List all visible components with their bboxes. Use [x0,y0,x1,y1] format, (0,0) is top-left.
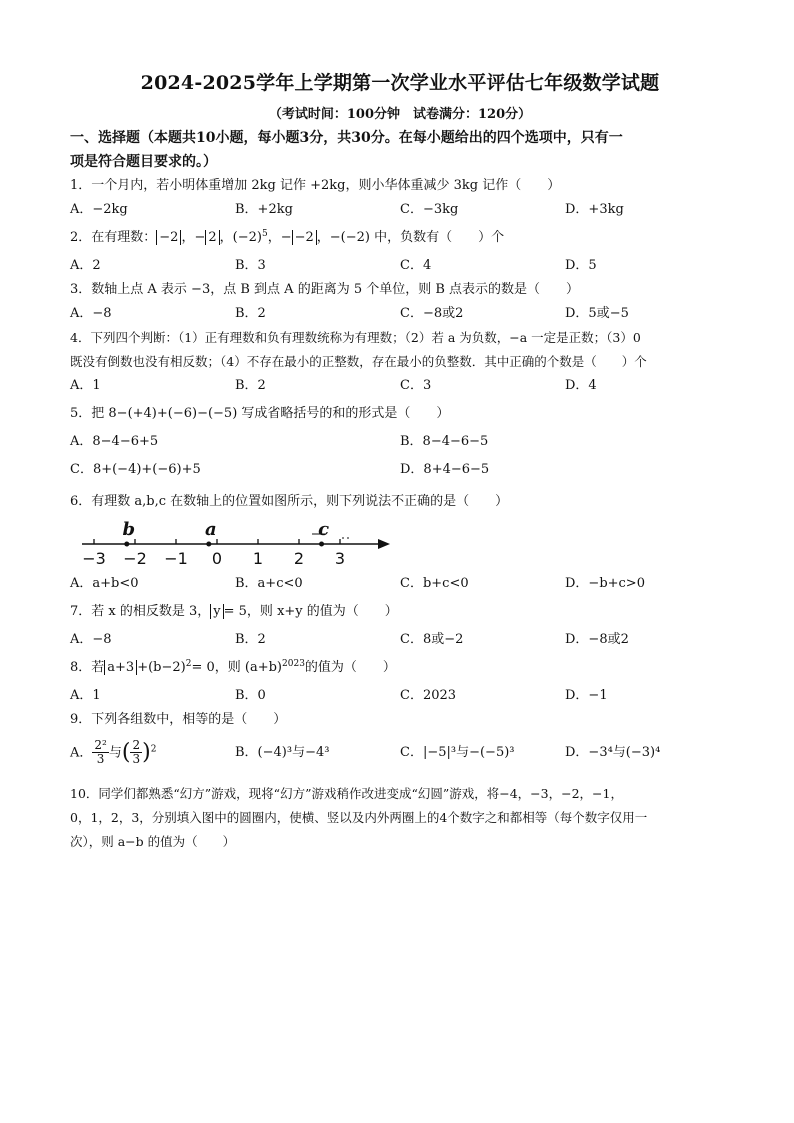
question-8-option-c: C．2023 [400,688,457,703]
question-4-option-b: B．2 [235,378,266,393]
question-1-options [70,198,730,222]
question-4-stem-line1: 4．下列四个判断：（1）正有理数和负有理数统称为有理数；（2）若 a 为负数，−a 一定是正数；（3）0 [70,330,641,345]
question-4-option-d: D．4 [565,378,597,393]
question-2-option-b: B．3 [235,258,266,273]
question-9-stem: 9．下列各组数中，相等的是（ ） [70,712,287,727]
section-heading-line1: 一、选择题（本题共10小题，每小题3分，共30分。在每小题给出的四个选项中，只有一 [70,130,623,146]
question-5-option-b: B．8−4−6−5 [400,434,489,449]
question-3-option-a: A．−8 [70,306,112,321]
question-6-option-c: C．b+c<0 [400,576,469,591]
question-1-option-d: D．+3kg [565,202,624,217]
question-10-stem-line3: 次），则 a−b 的值为（ ） [70,834,236,849]
question-1-option-c: C．−3kg [400,202,459,217]
question-8-option-d: D．−1 [565,688,608,703]
number-line-tick-label: 2 [293,549,305,568]
question-8-stem: 8．若 $a+3 +(b-2)^2= 0$，则 $(a+b)^{2023}$的值为（ ） [70,659,396,675]
question-4-stem-line2: 既没有倒数也没有相反数；（4）不存在最小的正整数，存在最小的负整数．其中正确的个数是（ ）个 [70,354,647,369]
question-3-option-c: C．−8或2 [400,306,464,321]
question-7-option-a: A．−8 [70,632,112,647]
question-3-option-b: B．2 [235,306,266,321]
question-8-option-a: A．1 [70,688,101,703]
question-3-option-d: D．5或−5 [565,306,629,321]
question-8-options [70,684,730,708]
number-line-point [319,542,324,547]
question-9-option-a: A． $\frac{\text{2²}}{3}$ 与( $\frac{2}{3}$ )$^2$ [70,738,157,767]
number-line-point-label: b [122,519,136,540]
question-10-stem-line1: 10．同学们都熟悉“幻方”游戏，现将“幻方”游戏稍作改进变成“幻圆”游戏，将−4，−3，−2，−1， [70,786,623,801]
question-5-option-a: A．8−4−6+5 [70,434,159,449]
question-5-option-c: C．8+(−4)+(−6)+5 [70,462,201,477]
page-title: 2024-2025学年上学期第一次学业水平评估七年级数学试题 [140,72,660,94]
number-line-tick-label: −1 [164,549,188,568]
question-2-option-a: A．2 [70,258,101,273]
question-6-options [70,572,730,596]
exam-page [70,68,730,854]
question-9-option-d: D．−3⁴与(−3)⁴ [565,745,661,760]
question-2-option-c: C．4 [400,258,432,273]
question-9-options [70,732,730,774]
question-2-options [70,254,730,278]
question-2-stem: 2．在有理数： −2 ，− 2 ，$(-2)^5$，− −2 ，−(−2) 中，负数有（ ）个 [70,229,505,245]
section-heading [70,126,730,174]
question-1-option-b: B．+2kg [235,202,293,217]
question-7-option-d: D．−8或2 [565,632,629,647]
question-6-option-a: A．a+b<0 [70,576,139,591]
question-1-stem: 1．一个月内，若小明体重增加 2kg 记作 +2kg，则小华体重减少 3kg 记作（ ） [70,178,561,193]
question-6-option-b: B．a+c<0 [235,576,303,591]
question-6-stem: 6．有理数 a,b,c 在数轴上的位置如图所示，则下列说法不正确的是（ ） [70,494,509,509]
question-7-stem: 7．若 x 的相反数是 3， y = 5，则 x+y 的值为（ ） [70,604,398,619]
question-4-option-a: A．1 [70,378,101,393]
number-line-figure [74,518,394,572]
question-9-option-b: B．(−4)³与−4³ [235,745,330,760]
question-3-stem: 3．数轴上点 A 表示 −3，点 B 到点 A 的距离为 5 个单位，则 B 点表示的数是（ ） [70,282,580,297]
number-line-tick-label: −3 [82,549,106,568]
question-7-option-c: C．8或−2 [400,632,464,647]
question-1-option-a: A．−2kg [70,202,128,217]
number-line-point [206,542,211,547]
question-8-option-b: B．0 [235,688,266,703]
question-7-option-b: B．2 [235,632,266,647]
number-line-point-label: a [204,519,217,540]
question-5-stem: 5．把 8−(+4)+(−6)−(−5) 写成省略括号的和的形式是（ ） [70,406,450,421]
question-5-option-d: D．8+4−6−5 [400,462,490,477]
arrow-icon [378,539,390,549]
question-4-option-c: C．3 [400,378,432,393]
question-5-options-row1 [70,430,730,454]
number-line-point-label: c [318,519,330,540]
number-line-tick-label: 0 [211,549,223,568]
question-7-options [70,628,730,652]
question-4-options [70,374,730,398]
page-subtitle: （考试时间：100分钟 试卷满分：120分） [268,107,532,122]
section-heading-line2: 项是符合题目要求的。） [70,154,217,170]
question-6-option-d: D．−b+c>0 [565,576,645,591]
question-10-stem-line2: 0，1，2，3，分别填入图中的圆圈内，使横、竖以及内外两圈上的4个数字之和都相等（每个数字仅用一 [70,810,648,825]
question-3-options [70,302,730,326]
number-line-tick-label: 1 [252,549,264,568]
question-9-option-c: C．|−5|³与−(−5)³ [400,745,515,760]
number-line-tick-label: 3 [334,549,346,568]
question-2-option-d: D．5 [565,258,597,273]
number-line-tick-label: −2 [123,549,147,568]
question-5-options-row2 [70,458,730,482]
number-line-point [124,542,129,547]
